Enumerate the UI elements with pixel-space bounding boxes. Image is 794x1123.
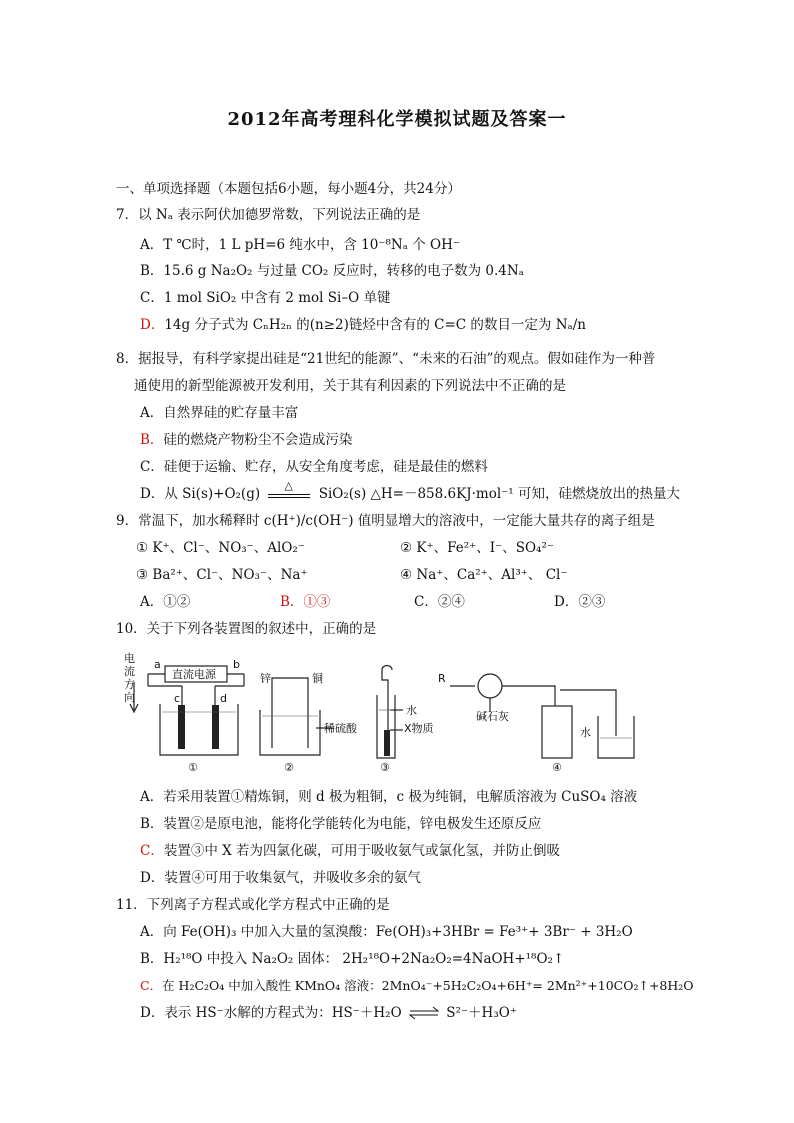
q7-answer-letter: D． [140,317,165,333]
label-xsub: X物质 [404,722,434,735]
label-water2: 水 [580,726,591,739]
label-d: d [220,692,227,705]
label-lime: 碱石灰 [476,710,509,723]
q9-option-c: C．②④ [414,594,465,610]
q10-option-c-text: 装置③中 X 若为四氯化碳，可用于吸收氨气或氯化氢，并防止倒吸 [163,843,561,859]
q8-option-d-left: D．从 Si(s)+O₂(g) [140,486,261,502]
q9-group-2: ② K⁺、Fe²⁺、I⁻、SO₄²⁻ [400,540,554,556]
label-copper: 铜 [312,672,323,685]
q9-option-d: D．②③ [554,594,606,610]
q8-option-d-right: SiO₂(s) △H=－858.6KJ·mol⁻¹ 可知，硅燃烧放出的热量大 [318,486,680,502]
q8-option-c: C．硅便于运输、贮存，从安全角度考虑，硅是最佳的燃料 [140,459,488,475]
q11-stem: 11．下列离子方程式或化学方程式中正确的是 [116,897,390,913]
q10-option-d: D．装置④可用于收集氨气，并吸收多余的氨气 [140,870,421,886]
q10-answer-letter: C． [140,843,164,859]
label-current-2: 流 [124,665,135,678]
q11-option-a: A．向 Fe(OH)₃ 中加入大量的氢溴酸：Fe(OH)₃+3HBr = Fe³⁺+ 3Br⁻ + 3H₂O [140,924,633,940]
q11-answer-letter: C． [140,978,163,993]
q9-group-1: ① K⁺、Cl⁻、NO₃⁻、AlO₂⁻ [136,540,305,556]
label-current-4: 向 [124,691,135,704]
q11-option-c [140,977,694,995]
page-title: 2012年高考理科化学模拟试题及答案一 [227,109,567,130]
label-n4: ④ [552,761,562,774]
label-water: 水 [406,704,417,717]
q9-option-a: A．①② [140,594,191,610]
q9-option-b: B．①③ [280,594,331,610]
q7-option-d [140,316,586,334]
q9-group-4: ④ Na⁺、Ca²⁺、Al³⁺、 Cl⁻ [400,567,568,583]
q11-option-d-left: D．表示 HS⁻水解的方程式为：HS⁻＋H₂O [140,1005,402,1021]
q7-option-a: A．T ℃时，1 L pH=6 纯水中，含 10⁻⁸Nₐ 个 OH⁻ [140,237,460,253]
q10-stem: 10．关于下列各装置图的叙述中，正确的是 [116,621,377,637]
q9-group-3: ③ Ba²⁺、Cl⁻、NO₃⁻、Na⁺ [136,567,308,583]
label-current-3: 方 [124,678,135,691]
label-power: 直流电源 [172,668,216,681]
q11-option-d-right: S²⁻＋H₃O⁺ [446,1005,517,1021]
q10-option-c [140,842,560,860]
q8-answer-letter: B． [140,432,164,448]
q8-option-a: A．自然界硅的贮存量丰富 [140,405,299,421]
q7-option-c: C．1 mol SiO₂ 中含有 2 mol Si–O 单键 [140,290,391,306]
section-heading: 一、单项选择题（本题包括6小题，每小题4分，共24分） [116,181,461,197]
q10-option-a: A．若采用装置①精炼铜，则 d 极为粗铜，c 极为纯铜，电解质溶液为 CuSO₄ 溶液 [140,789,638,805]
q8-option-d [140,479,680,503]
q8-option-b-text: 硅的燃烧产物粉尘不会造成污染 [163,432,353,448]
q8-stem-line2: 通使用的新型能源被开发利用，关于其有利因素的下列说法中不正确的是 [134,378,566,394]
label-current-1: 电 [124,652,135,665]
q11-option-d [140,1004,517,1022]
q10-option-b: B．装置②是原电池，能将化学能转化为电能，锌电极发生还原反应 [140,816,542,832]
q9-stem: 9．常温下，加水稀释时 c(H⁺)/c(OH⁻) 值明显增大的溶液中，一定能大量共存的离子组是 [116,513,655,529]
q11-option-b: B．H₂¹⁸O 中投入 Na₂O₂ 固体： 2H₂¹⁸O+2Na₂O₂=4NaOH+¹⁸O₂↑ [140,951,565,967]
label-n2: ② [284,761,294,774]
equilibrium-arrow [406,1004,442,1022]
apparatus-figure [120,650,640,775]
label-zinc: 锌 [260,672,271,685]
label-acid: 稀硫酸 [324,722,357,735]
label-r: R [438,672,446,685]
label-n1: ① [188,761,198,774]
q7-option-d-text: 14g 分子式为 CₙH₂ₙ 的(n≥2)链烃中含有的 C=C 的数目一定为 Nₐ/n [164,317,586,333]
q8-stem-line1: 8．据报导，有科学家提出硅是“21世纪的能源”、“未来的石油”的观点。假如硅作为一种普 [116,351,656,367]
label-n3: ③ [380,761,390,774]
q7-stem: 7．以 Nₐ 表示阿伏加德罗常数，下列说法正确的是 [116,207,421,223]
q8-option-b [140,431,352,449]
q11-option-c-text: 在 H₂C₂O₄ 中加入酸性 KMnO₄ 溶液：2MnO₄⁻+5H₂C₂O₄+6H⁺= 2Mn²⁺+10CO₂↑+8H₂O [162,978,694,993]
label-c: c [174,692,181,705]
heating-condition: △ [284,479,293,492]
q7-option-b: B．15.6 g Na₂O₂ 与过量 CO₂ 反应时，转移的电子数为 0.4Nₐ [140,263,524,279]
label-b: b [233,658,240,671]
reaction-arrow [264,479,314,503]
drying-tube-bulb [478,674,502,698]
label-a: a [154,658,161,671]
